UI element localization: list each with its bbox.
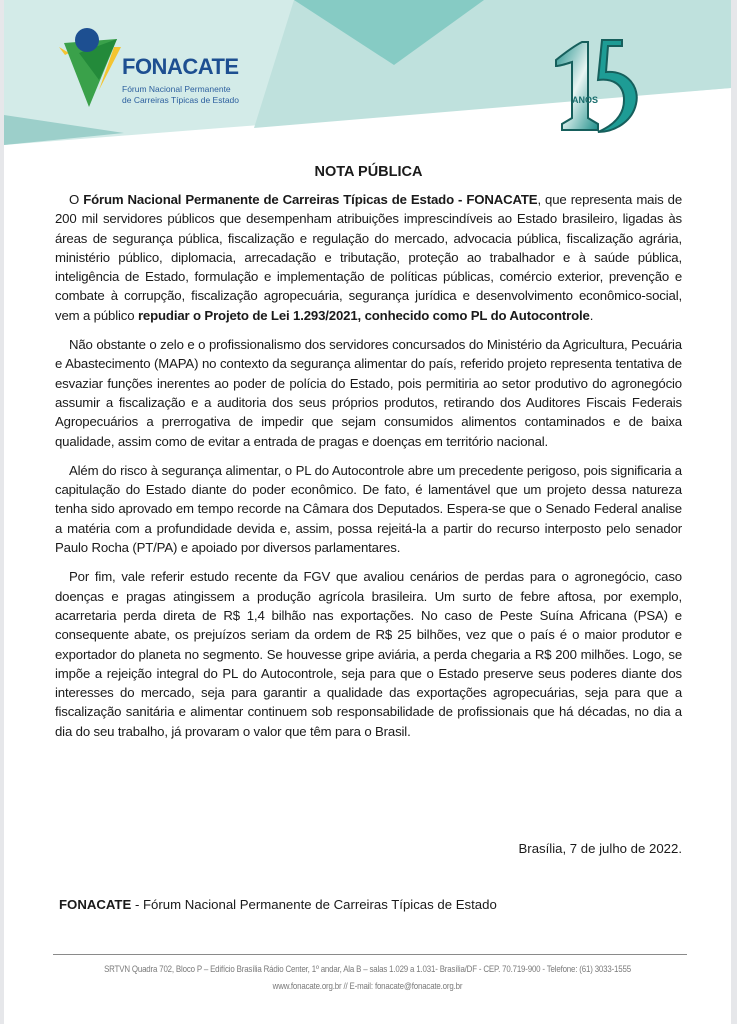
15-anos-badge-icon <box>552 38 642 138</box>
paragraph-2 <box>55 335 682 451</box>
brand-subtitle-line2: de Carreiras Típicas de Estado <box>122 95 240 105</box>
paragraph-1 <box>55 190 682 325</box>
signature-org-fullname: - Fórum Nacional Permanente de Carreiras Típicas de Estado <box>131 897 497 912</box>
text-run: Não obstante o zelo e o profissionalismo dos servidores concursados do Ministério da Agricultura, Pecuária e Abastecimento (MAPA) no contexto da segurança alimentar do país, referido projeto representa tentativa de esvaziar funções inerentes ao poder de polícia do Estado, pois permitiria ao setor produtivo do agronegócio assumir a fiscalização e a auditoria dos seus próprios produtos, retirando dos Auditores Fiscais Federais Agropecuários a prerrogativa de impedir que sejam consumidos alimentos contaminados e de baixa qualidade, assim como de evitar a entrada de pragas e doenças em território nacional. <box>55 337 682 449</box>
bill-reference: repudiar o Projeto de Lei 1.293/2021, conhecido como PL do Autocontrole <box>137 307 590 323</box>
letterhead <box>4 0 731 150</box>
fonacate-figure-icon <box>59 25 129 110</box>
anniversary-label: ANOS <box>572 95 599 105</box>
text-run: Além do risco à segurança alimentar, o PL do Autocontrole abre um precedente perigoso, pois significaria a capitulação do Estado diante do poder econômico. De fato, é lamentável que um projeto dessa natureza tenha sido aprovado em tempo recorde na Câmara dos Deputados. Espera-se que o Senado Federal analise a matéria com a profundidade devida e, assim, possa rejeitá-la a partir do recurso interposto pelo senador Paulo Rocha (PT/PA) e apoiado por diversos parlamentares. <box>55 462 682 556</box>
text-run: O <box>69 192 84 207</box>
document-date: Brasília, 7 de julho de 2022. <box>518 841 682 856</box>
signature <box>59 897 497 912</box>
document-body <box>55 160 683 912</box>
text-run: , que representa mais de 200 mil servidores públicos que desempenham atribuições imprescindíveis ao Estado brasileiro, ligadas às áreas de segurança pública, fiscalização e regulação do mercado, advocacia pública, fiscalização agrária, ministério público, diplomacia, arrecadação e tributação, proteção ao trabalhador e à saúde pública, inteligência de Estado, formulação e implementação de políticas públicas, comércio exterior, prevenção e combate à corrupção, fiscalização agropecuária, segurança jurídica e desenvolvimento econômico-social, vem a público <box>55 192 683 323</box>
paragraph-4 <box>55 567 682 741</box>
signature-org: FONACATE <box>59 897 132 912</box>
page-title: NOTA PÚBLICA <box>314 164 423 180</box>
footer-address: SRTVN Quadra 702, Bloco P – Edifício Brasília Rádio Center, 1º andar, Ala B – salas 1.029 a 1.031- Brasília/DF - CEP. 70.719-900 - Telefone: (61) 3033-1555 <box>104 964 631 974</box>
brand-name: FONACATE <box>122 54 239 79</box>
document-page <box>4 0 731 1024</box>
paragraph-3 <box>55 461 682 557</box>
organization-name: Fórum Nacional Permanente de Carreiras Típicas de Estado - FONACATE <box>83 192 538 207</box>
footer-divider <box>53 954 687 955</box>
text-run: Por fim, vale referir estudo recente da FGV que avaliou cenários de perdas para o agronegócio, caso doenças e pragas atingissem a produção agrícola brasileira. Um surto de febre aftosa, por exemplo, acarretaria perda direta de R$ 1,4 bilhão nas exportações. No caso de Peste Suína Africana (PSA) e consequente abate, os prejuízos seriam da ordem de R$ 25 bilhões, vez que o país é o maior produtor e exportador do planeta no segmento. Se houvesse gripe aviária, a perda chegaria a R$ 200 milhões. Logo, se impõe a rejeição integral do PL do Autocontrole, seja para que o Estado preserve seus poderes diante dos interesses do mercado, seja para garantir a qualidade das exportações agropecuárias, seja para que a fiscalização sanitária e alimentar continuem sob responsabilidade de profissionais que há décadas, no dia a dia do seu trabalho, já provaram o valor que têm para o Brasil. <box>55 569 682 739</box>
text-run: . <box>589 307 594 323</box>
brand-subtitle-line1: Fórum Nacional Permanente <box>122 84 231 94</box>
footer-contact: www.fonacate.org.br // E-mail: fonacate@fonacate.org.br <box>272 981 463 991</box>
